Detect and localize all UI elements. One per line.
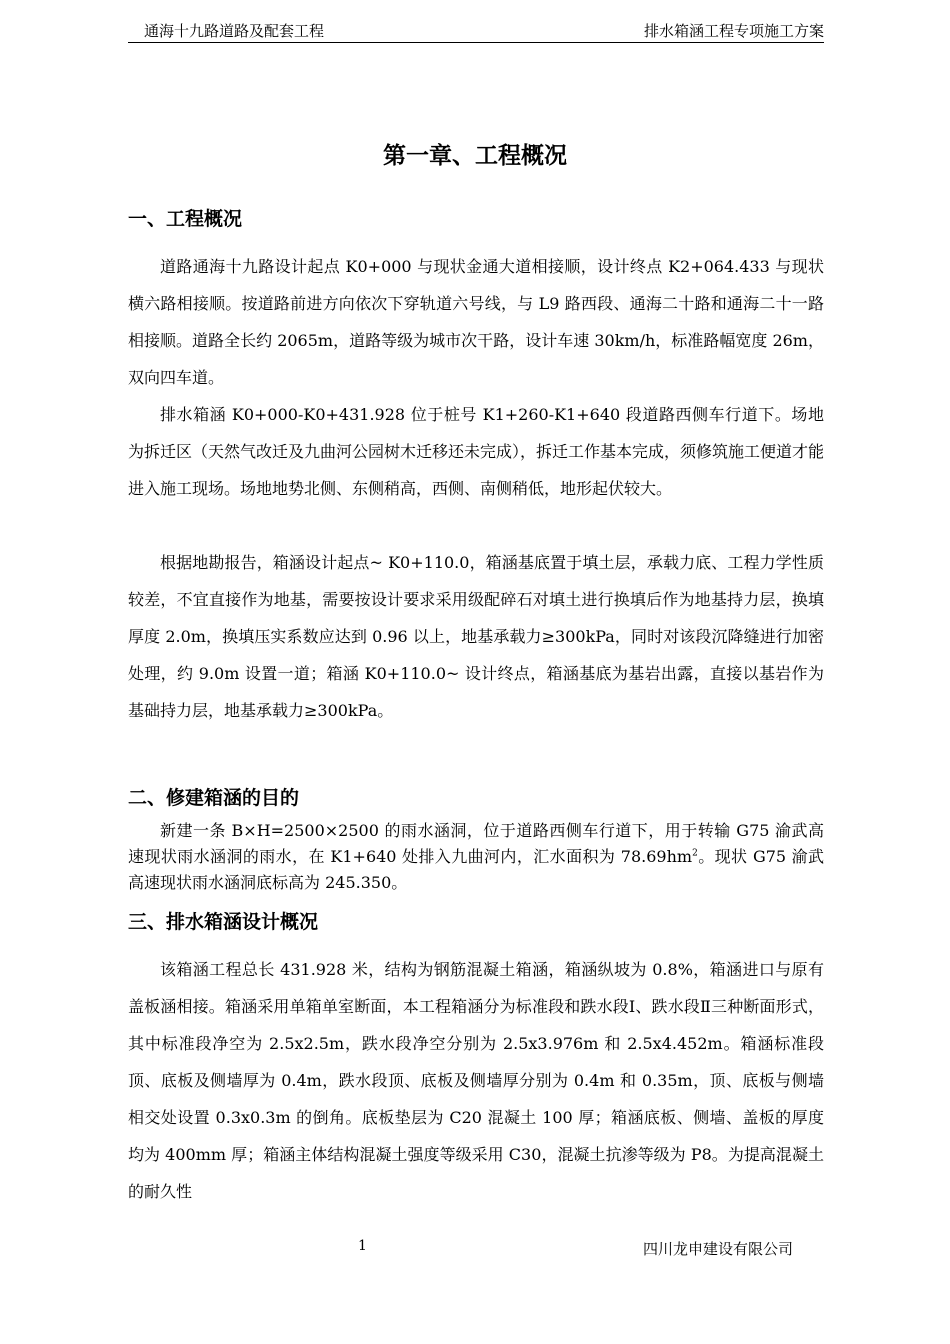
paragraph-road-overview: 道路通海十九路设计起点 K0+000 与现状金通大道相接顺，设计终点 K2+064.433 与现状横六路相接顺。按道路前进方向依次下穿轨道六号线，与 L9 路西段、通海二十路和通海二十一路相接顺。道路全长约 2065m，道路等级为城市次干路，设计车速 30km/h，标准路幅宽度 26m，双向四车道。 [128, 257, 824, 387]
paragraph-culvert-location: 排水箱涵 K0+000-K0+431.928 位于桩号 K1+260-K1+640 段道路西侧车行道下。场地为拆迁区（天然气改迁及九曲河公园树木迁移还未完成），拆迁工作基本完成，须修筑施工便道才能进入施工现场。场地地势北侧、东侧稍高，西侧、南侧稍低，地形起伏较大。 [128, 405, 825, 498]
purpose-text-main: 新建一条 B×H=2500×2500 的雨水涵洞，位于道路西侧车行道下，用于转输 G75 渝武高速现状雨水涵洞的雨水，在 K1+640 处排入九曲河内，汇水面积为 78.69hm [128, 821, 824, 866]
paragraph-design: 该箱涵工程总长 431.928 米，结构为钢筋混凝土箱涵，箱涵纵坡为 0.8%，箱涵进口与原有盖板涵相接。箱涵采用单箱单室断面，本工程箱涵分为标准段和跌水段Ⅰ、跌水段Ⅱ三种断面形式，其中标准段净空为 2.5x2.5m，跌水段净空分别为 2.5x3.976m 和 2.5x4.452m。箱涵标准段顶、底板及侧墙厚为 0.4m，跌水段顶、底板及侧墙厚分别为 0.4m 和 0.35m，顶、底板与侧墙相交处设置 0.3x0.3m 的倒角。底板垫层为 C20 混凝土 100 厚；箱涵底板、侧墙、盖板的厚度均为 400mm 厚；箱涵主体结构混凝土强度等级采用 C30，混凝土抗渗等级为 P8。为提高混凝土的耐久性 [128, 960, 824, 1201]
purpose-superscript: 2 [692, 848, 698, 859]
paragraph-purpose [128, 818, 824, 896]
header-project-name: 通海十九路道路及配套工程 [144, 22, 325, 40]
footer-company: 四川龙申建设有限公司 [642, 1240, 793, 1258]
section-heading-purpose: 二、修建箱涵的目的 [128, 787, 300, 809]
purpose-text-tail: 。现状 G75 渝武高速现状雨水涵洞底标高为 245.350。 [128, 847, 824, 892]
section-heading-design: 三、排水箱涵设计概况 [128, 911, 319, 933]
header-document-title: 排水箱涵工程专项施工方案 [643, 22, 824, 40]
page-number: 1 [358, 1238, 367, 1254]
section-heading-overview: 一、工程概况 [128, 208, 243, 230]
chapter-title: 第一章、工程概况 [383, 143, 567, 169]
page-header [128, 18, 824, 43]
paragraph-geology: 根据地勘报告，箱涵设计起点~ K0+110.0，箱涵基底置于填土层，承载力底、工程力学性质较差，不宜直接作为地基，需要按设计要求采用级配碎石对填土进行换填后作为地基持力层，换填厚度 2.0m，换填压实系数应达到 0.96 以上，地基承载力≥300kPa，同时对该段沉降缝进行加密处理，约 9.0m 设置一道；箱涵 K0+110.0~ 设计终点，箱涵基底为基岩出露，直接以基岩作为基础持力层，地基承载力≥300kPa。 [128, 553, 824, 720]
